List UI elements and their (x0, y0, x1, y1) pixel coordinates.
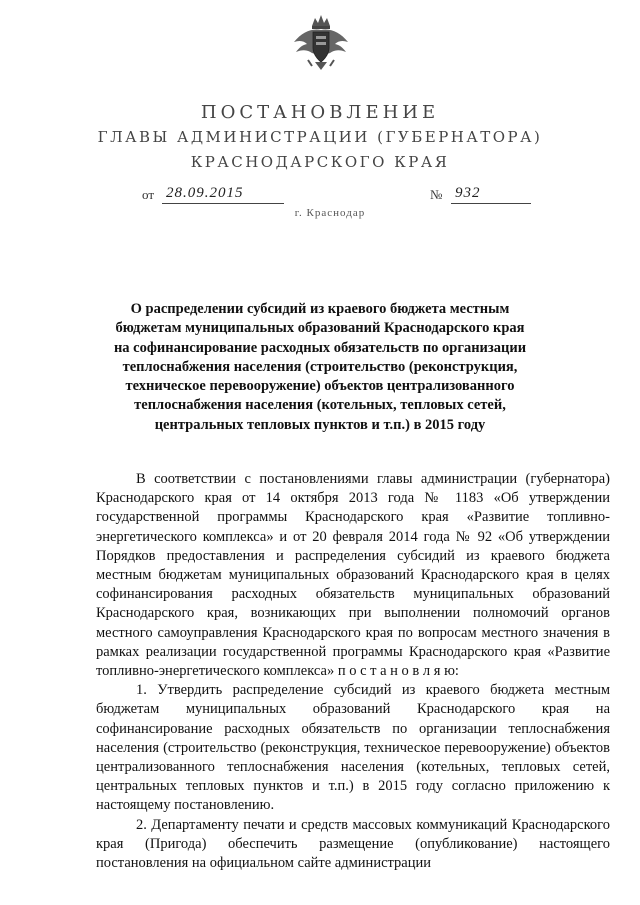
date-label: от (142, 187, 155, 202)
title-line: техническое перевооружение) объектов централизованного (125, 378, 515, 395)
title-line: теплоснабжения населения (котельных, тепловых сетей, (134, 397, 506, 414)
issuer-heading: ГЛАВЫ АДМИНИСТРАЦИИ (ГУБЕРНАТОРА) (97, 128, 543, 146)
clause-2-paragraph: 2. Департаменту печати и средств массовых коммуникаций Краснодарского края (Пригода) обеспечить размещение (опубликование) настоящего постановления на официальном сайте администрации (96, 816, 610, 872)
title-line: О распределении субсидий из краевого бюджета местным (130, 301, 510, 317)
date-field: 28.09.2015 (162, 183, 284, 204)
title-line: бюджетам муниципальных образований Краснодарского края (115, 320, 525, 337)
title-line: теплоснабжения населения (строительство (реконструкция, (122, 358, 518, 375)
title-line: центральных тепловых пунктов и т.п.) в 2015 году (154, 416, 486, 433)
city-label: г. Краснодар (294, 207, 366, 219)
clause-1-paragraph: 1. Утвердить распределение субсидий из краевого бюджета местным бюджетам муниципальных образований Краснодарского края на софинансирование расходных обязательств по организации теплоснабжения населения (строительство (реконструкция, техническое перевооружение) объектов централизованного теплоснабжения населения (котельных, тепловых сетей, центральных тепловых пунктов и т.п.) в 2015 году согласно приложению к настоящему постановлению. (96, 682, 610, 814)
number-field: 932 (451, 183, 531, 204)
date-number-row (0, 185, 640, 209)
document-type-heading: ПОСТАНОВЛЕНИЕ (200, 102, 440, 123)
preamble-paragraph: В соответствии с постановлениями главы администрации (губернатора) Краснодарского края от 14 октября 2013 года № 1183 «Об утверждении государственной программы Краснодарского края «Развитие топливно-энергетического комплекса» и от 20 февраля 2014 года № 92 «Об утверждении Порядков предоставления и распределения субсидий из краевого бюджета местным бюджетам муниципальных образований Краснодарского края в целях софинансирования расходных обязательств муниципальных образований Краснодарского края, возникающих при выполнении полномочий органов местного самоуправления Краснодарского края по вопросам местного значения в рамках реализации государственной программы Краснодарского края «Развитие топливно-энергетического комплекса» п о с т а н о в л я ю: (96, 471, 610, 680)
title-line: на софинансирование расходных обязательств по организации (113, 339, 527, 356)
number-label: № (430, 187, 443, 202)
coat-of-arms-emblem (290, 12, 352, 74)
document-body (96, 470, 610, 873)
resolution-title (110, 300, 530, 435)
region-heading: КРАСНОДАРСКОГО КРАЯ (190, 153, 450, 171)
